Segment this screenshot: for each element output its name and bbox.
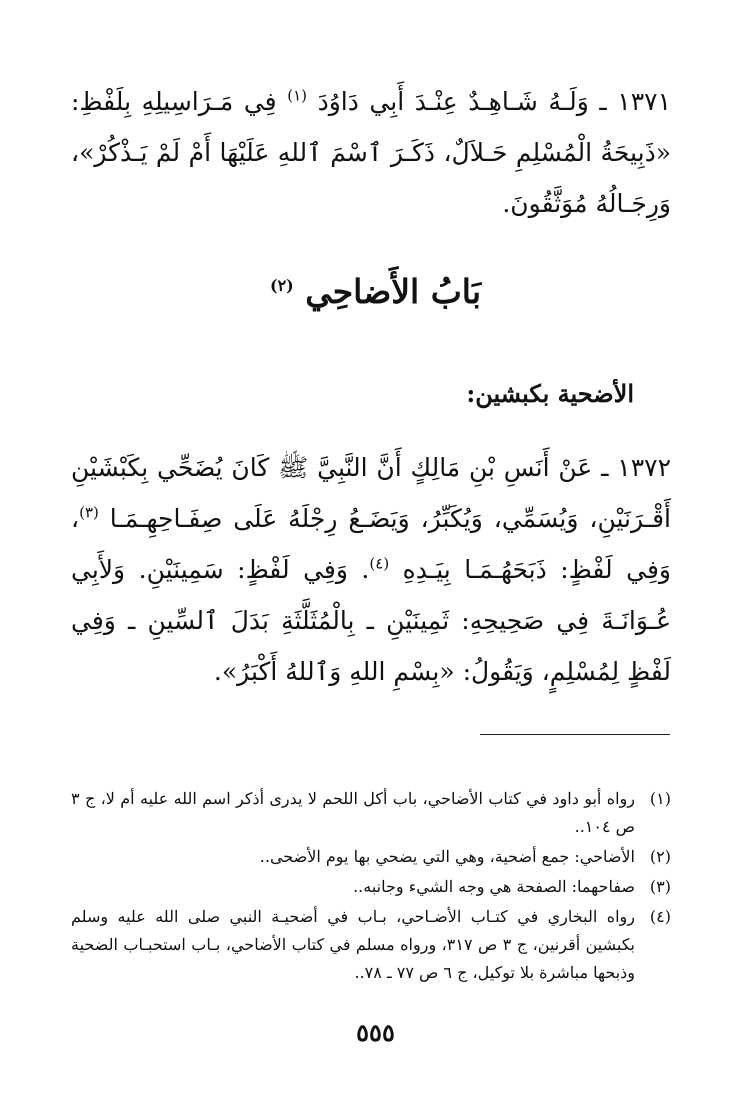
page-number: ٥٥٥ bbox=[356, 1018, 395, 1047]
footnote-text: الأضاحي: جمع أضحية، وهي التي يضحي بها يوم الأضحى.. bbox=[259, 847, 635, 866]
footnote-2 bbox=[71, 843, 671, 871]
footnote-1 bbox=[71, 785, 671, 841]
footnote-text: رواه أبو داود في كتاب الأضاحي، باب أكل اللحم لا يدرى أذكر اسم الله عليه أم لا، ج ٣ ص ١٠٤.. bbox=[71, 789, 635, 836]
section-subheading: الأضحية بكبشين: bbox=[466, 379, 634, 408]
footnote-text: صفاحهما: الصفحة هي وجه الشيء وجانبه.. bbox=[353, 877, 635, 896]
hadith-1372 bbox=[71, 442, 671, 697]
footnote-mark-2: (٢) bbox=[269, 276, 294, 295]
footnote-number: (٢) bbox=[649, 847, 671, 866]
hadith-1371-paragraph bbox=[71, 76, 671, 229]
footnote-mark-4: (٤) bbox=[369, 554, 390, 573]
footnote-mark-1: (١) bbox=[287, 86, 307, 105]
footnote-separator-rule bbox=[480, 734, 670, 735]
hadith-1371-text-end: فِي مَـرَاسِيلِهِ بِلَفْظِ: «ذَبِيحَةُ الْمُسْلِمِ حَـلاَلٌ، ذَكَـرَ ٱسْمَ ٱللهِ عَلَيْهَا أَمْ لَمْ يَـذْكُرْ»، وَرِجَـالُهُ مُوَثَّقُونَ. bbox=[71, 87, 671, 218]
hadith-1372-text-part2: ، وَفِي لَفْظٍ: ذَبَحَهُـمَـا بِيَـدِهِ bbox=[71, 504, 671, 584]
footnote-number: (٤) bbox=[649, 907, 671, 926]
footnote-3 bbox=[71, 873, 671, 901]
hadith-1372-paragraph bbox=[71, 442, 671, 697]
hadith-1371-text-start: ١٣٧١ ـ وَلَـهُ شَـاهِـدٌ عِنْـدَ أَبِي دَاوُدَ bbox=[306, 87, 671, 116]
footnote-number: (٣) bbox=[649, 877, 671, 896]
hadith-1372-text-part1: ١٣٧٢ ـ عَنْ أَنَسِ بْنِ مَالِكٍ أَنَّ النَّبِيَّ ﷺ كَانَ يُضَحِّي بِكَبْشَيْنِ أَقْـرَنَيْنِ، وَيُسَمِّي، وَيُكَبِّرُ، وَيَضَـعُ رِجْلَهُ عَلَى صِفَـاحِهِـمَـا bbox=[71, 453, 671, 533]
footnote-mark-3: (٣) bbox=[79, 503, 99, 522]
chapter-title-text: بَابُ الأَضاحِي bbox=[305, 272, 481, 311]
footnote-text: رواه البخاري في كتـاب الأضـاحي، بـاب في أضحيـة النبي صلى الله عليه وسلم بكبشين أقرنين، ج ٣ ص ٣١٧، ورواه مسلم في كتاب الأضاحي، بـاب استحبـاب الضحية وذبحها مباشرة بلا توكيل، ج ٦ ص ٧٧ ـ ٧٨.. bbox=[71, 907, 635, 982]
footnote-number: (١) bbox=[649, 789, 671, 808]
footnote-4 bbox=[71, 903, 671, 987]
footnotes-section bbox=[71, 785, 671, 989]
hadith-1372-text-part3: . وَفِي لَفْظٍ: سَمِينَيْنِ. وَلأَبِي عُـوَانَـةَ فِي صَحِيحِهِ: ثَمِينَيْنِ ـ بِالْمُثَلَّثَةِ بَدَلَ ٱلسِّينِ ـ وَفِي لَفْظٍ لِمُسْلِمٍ، وَيَقُولُ: «بِسْمِ اللهِ وَٱللهُ أَكْبَرُ». bbox=[71, 555, 671, 686]
chapter-title bbox=[0, 262, 751, 322]
hadith-1371 bbox=[71, 76, 671, 229]
